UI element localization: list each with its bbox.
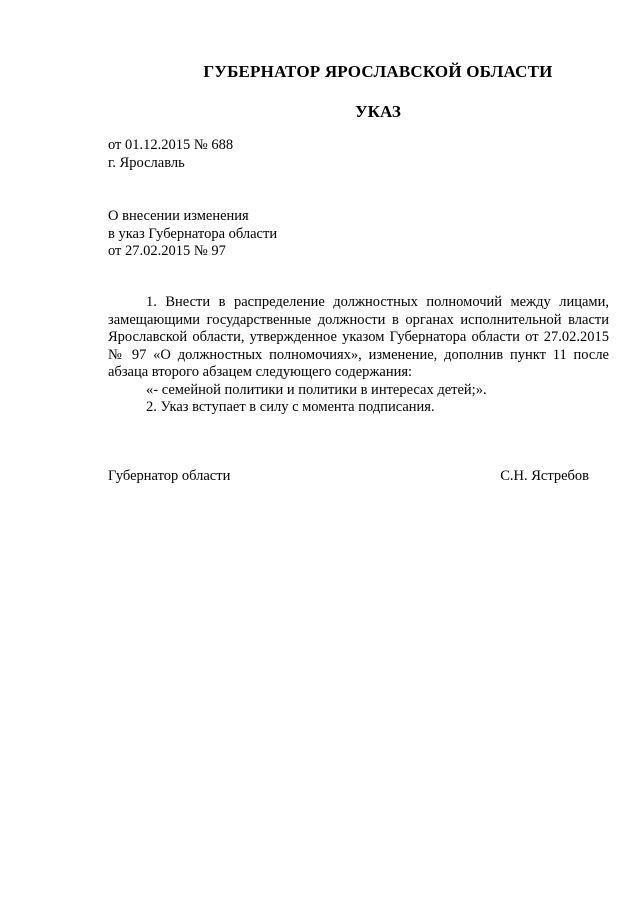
document-meta — [108, 137, 233, 172]
signature-block — [108, 468, 589, 485]
body-paragraph-2: 2. Указ вступает в силу с момента подписания. — [146, 399, 435, 415]
document-body — [108, 294, 609, 417]
document-type: УКАЗ — [355, 102, 401, 121]
issuer-title: ГУБЕРНАТОР ЯРОСЛАВСКОЙ ОБЛАСТИ — [203, 62, 553, 81]
signer-name: С.Н. Ястребов — [500, 468, 589, 484]
body-paragraph-1: 1. Внести в распределение должностных полномочий между лицами, замещающими государственные должности в органах исполнительной власти Ярославской области, утвержденное указом Губернатора области от 27.02.2015 № 97 «О должностных полномочиях», изменение, дополнив пункт 11 после абзаца второго абзацем следующего содержания: — [108, 294, 609, 380]
subject-line: в указ Губернатора области — [108, 225, 278, 242]
date-number: от 01.12.2015 № 688 — [108, 137, 234, 153]
subject-line: О внесении изменения — [108, 208, 249, 224]
document-subject — [108, 208, 277, 261]
city: г. Ярославль — [108, 154, 185, 171]
signer-position: Губернатор области — [108, 468, 231, 484]
subject-line: от 27.02.2015 № 97 — [108, 243, 226, 259]
body-quote: «- семейной политики и политики в интересах детей;». — [146, 381, 487, 398]
